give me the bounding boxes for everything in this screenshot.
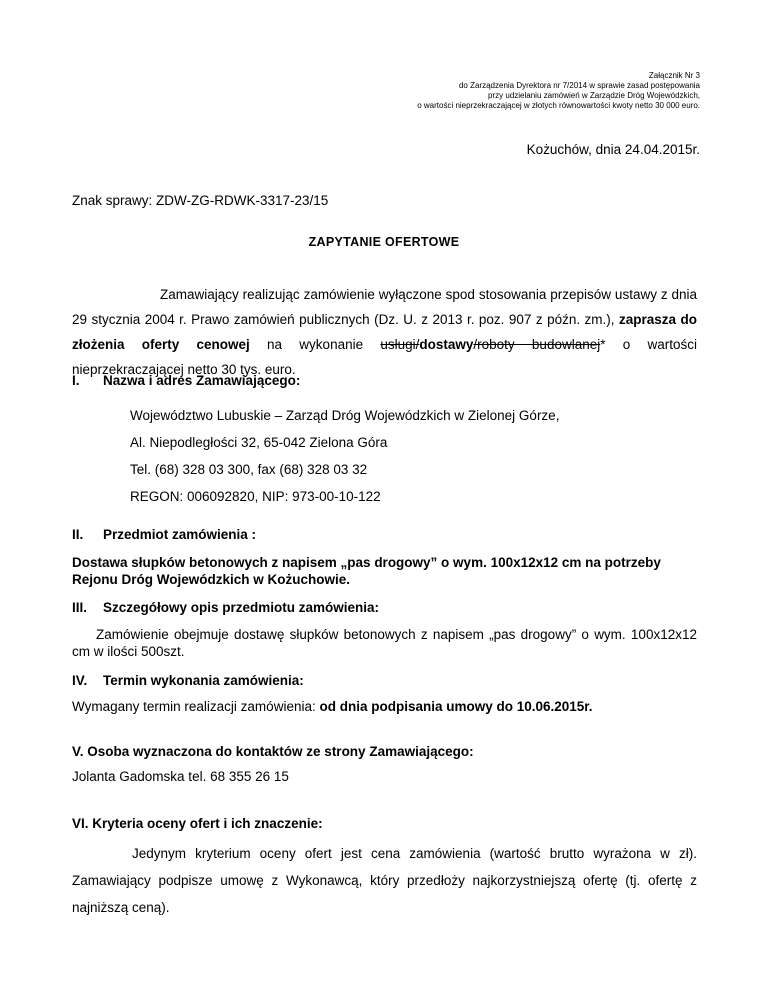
case-reference: Znak sprawy: ZDW-ZG-RDWK-3317-23/15 [72,193,329,208]
selected-option: dostawy [419,337,474,352]
annex-line: Załącznik Nr 3 [648,71,700,80]
criteria-paragraph: Jedynym kryterium oceny ofert jest cena zamówienia (wartość brutto wyrażona w zł). Zamawiający podpisze umowę z Wykonawcą, który przedłoży najkorzystniejszą ofertę (tj. ofertę z najniższą ceną). [72,846,697,915]
annex-line: o wartości nieprzekraczającej w złotych równowartości kwoty netto 30 000 euro. [417,101,700,110]
intro-paragraph [72,282,697,382]
section-number: III. [72,600,88,615]
section-number: IV. [72,673,88,688]
struck-option: /roboty budowlanej [473,337,601,352]
section-heading-4 [72,673,304,688]
section-heading-2 [72,527,256,542]
section-heading-5: V. Osoba wyznaczona do kontaktów ze strony Zamawiającego: [72,744,474,759]
intro-text: na wykonanie [249,337,381,352]
intro-text: * o wartości nieprzekraczającej netto 30 tys. euro. [72,337,698,377]
deadline-label: Wymagany termin realizacji zamówienia: [72,699,320,714]
address-line: REGON: 006092820, NIP: 973-00-10-122 [130,489,381,504]
order-description: Zamówienie obejmuje dostawę słupków betonowych z napisem „pas drogowy” o wym. 100x12x12 cm w ilości 500szt. [72,627,697,659]
section-heading-1 [72,373,300,388]
annex-line: do Zarządzenia Dyrektora nr 7/2014 w sprawie zasad postępowania [458,81,700,90]
section-heading-3 [72,600,379,615]
section-title: Szczegółowy opis przedmiotu zamówienia: [103,600,380,615]
deadline-line [72,699,593,714]
document-title: ZAPYTANIE OFERTOWE [308,235,460,249]
section-title: Przedmiot zamówienia : [103,527,257,542]
contact-person: Jolanta Gadomska tel. 68 355 26 15 [72,769,289,784]
address-line: Województwo Lubuskie – Zarząd Dróg Wojewódzkich w Zielonej Górze, [130,408,560,423]
address-line: Tel. (68) 328 03 300, fax (68) 328 03 32 [130,462,368,477]
section-title: Nazwa i adres Zamawiającego: [103,373,301,388]
order-subject: Dostawa słupków betonowych z napisem „pas drogowy” o wym. 100x12x12 cm na potrzeby Rejonu Dróg Wojewódzkich w Kożuchowie. [72,555,661,587]
deadline-value: od dnia podpisania umowy do 10.06.2015r. [319,699,593,714]
section-number: II. [72,527,84,542]
struck-option: usługi/ [380,337,420,352]
section-title: Termin wykonania zamówienia: [103,673,304,688]
section-number: I. [72,373,80,388]
ordering-party-address [130,402,559,510]
place-date: Kożuchów, dnia 24.04.2015r. [526,142,700,157]
address-line: Al. Niepodległości 32, 65-042 Zielona Góra [130,435,388,450]
annex-line: przy udzielaniu zamówień w Zarządzie Dróg Wojewódzkich, [488,91,700,100]
annex-note [280,71,700,111]
section-heading-6: VI. Kryteria oceny ofert i ich znaczenie: [72,816,323,831]
intro-text: Zamawiający realizując zamówienie wyłączone spod stosowania przepisów ustawy z dnia 29 stycznia 2004 r. Prawo zamówień publicznych (Dz. U. z 2013 r. poz. 907 z późn. zm.), [72,287,697,327]
intro-invitation: zaprasza do złożenia oferty cenowej [72,312,697,352]
